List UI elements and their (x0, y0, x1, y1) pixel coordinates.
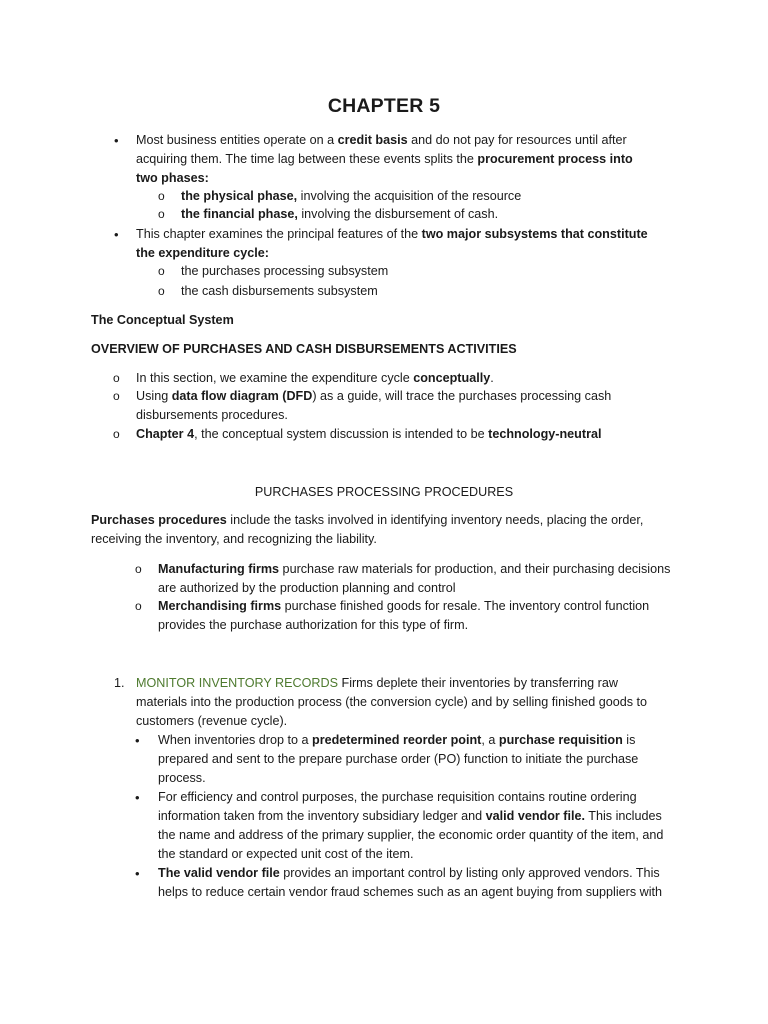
bold-run: The valid vendor file (158, 866, 280, 880)
intro-sub-4: the cash disbursements subsystem (181, 284, 378, 298)
bold-run: Purchases procedures (91, 513, 227, 527)
bold-run: conceptually (413, 371, 491, 385)
circle-bullet-glyph: o (158, 189, 165, 203)
step-1-bullet-2 (158, 788, 678, 864)
step-number: 1. (114, 676, 125, 690)
bold-run: two major subsystems that constitute the expenditure cycle: (136, 227, 648, 260)
bold-run: predetermined reorder point (312, 733, 482, 747)
bold-run: purchase requisition (498, 733, 623, 747)
step-1-bullet-3 (158, 864, 668, 902)
bullet-glyph: • (135, 733, 140, 748)
text-run: In this section, we examine the expenditure cycle (136, 371, 414, 385)
text-run: When inventories drop to a (158, 733, 313, 747)
intro-bullet-1 (136, 131, 656, 188)
bullet-glyph: • (135, 790, 140, 805)
text-run: ) as a guide, will trace the purchases processing cash disbursements procedures. (136, 389, 612, 422)
text-run: This chapter examines the principal features of the (136, 227, 422, 241)
heading-purchases-processing: PURCHASES PROCESSING PROCEDURES (254, 485, 514, 499)
bold-run: the physical phase, (181, 189, 298, 203)
bullet-glyph: • (135, 866, 140, 881)
bold-run: technology-neutral (488, 427, 602, 441)
circle-bullet-glyph: o (135, 562, 142, 576)
overview-item-2 (136, 387, 616, 425)
bullet-glyph: • (114, 133, 119, 148)
intro-bullet-2 (136, 225, 664, 263)
step-1-monitor-inventory (136, 674, 664, 731)
bold-run: Chapter 4 (136, 427, 195, 441)
bold-run: Manufacturing firms (158, 562, 280, 576)
circle-bullet-glyph: o (158, 284, 165, 298)
step-1-heading: MONITOR INVENTORY RECORDS (136, 676, 338, 690)
circle-bullet-glyph: o (158, 207, 165, 221)
heading-conceptual-system: The Conceptual System (91, 313, 234, 327)
text-run: , the conceptual system discussion is intended to be (194, 427, 489, 441)
chapter-title: CHAPTER 5 (327, 95, 441, 117)
text-run: Most business entities operate on a (136, 133, 338, 147)
circle-bullet-glyph: o (113, 427, 120, 441)
heading-overview: OVERVIEW OF PURCHASES AND CASH DISBURSEMENTS ACTIVITIES (91, 342, 517, 356)
circle-bullet-glyph: o (113, 389, 120, 403)
text-run: Using (136, 389, 172, 403)
text-run: Firms deplete their inventories by transferring raw materials into the production process (the conversion cycle) and by selling finished goods to customers (revenue cycle). (136, 676, 648, 728)
text-run: is prepared and sent to the prepare purchase order (PO) function to initiate the purchase process. (158, 733, 639, 785)
overview-item-1 (136, 369, 636, 388)
text-run: purchase raw materials for production, and their purchasing decisions are authorized by the production planning and control (158, 562, 671, 595)
bullet-glyph: • (114, 227, 119, 242)
intro-sub-3: the purchases processing subsystem (181, 264, 389, 278)
text-run: For efficiency and control purposes, the purchase requisition contains routine ordering information taken from the inventory subsidiary ledger and (158, 790, 637, 823)
text-run: include the tasks involved in identifying inventory needs, placing the order, receiving the inventory, and recognizing the liability. (91, 513, 644, 546)
intro-sub-2 (181, 205, 661, 224)
bold-run: valid vendor file. (485, 809, 586, 823)
text-run: provides an important control by listing only approved vendors. This helps to reduce certain vendor fraud schemes such as an agent buying from suppliers with (158, 866, 663, 899)
purchases-procedures-paragraph (91, 511, 651, 549)
intro-sub-1 (181, 187, 661, 206)
circle-bullet-glyph: o (113, 371, 120, 385)
text-run: , a (481, 733, 499, 747)
text-run: and do not pay for resources until after acquiring them. The time lag between these events splits the (136, 133, 627, 166)
bold-run: the financial phase, (181, 207, 298, 221)
circle-bullet-glyph: o (158, 264, 165, 278)
bold-run: Merchandising firms (158, 599, 282, 613)
bold-run: procurement process into two phases: (136, 152, 633, 185)
ppp-item-manufacturing (158, 560, 674, 598)
text-run: This includes the name and address of the primary supplier, the economic order quantity of the item, and the standard or expected unit cost of the item. (158, 809, 664, 861)
text-run: involving the acquisition of the resource (297, 189, 522, 203)
bold-run: data flow diagram (DFD (171, 389, 313, 403)
text-run: purchase finished goods for resale. The inventory control function provides the purchase authorization for this type of firm. (158, 599, 650, 632)
circle-bullet-glyph: o (135, 599, 142, 613)
text-run: involving the disbursement of cash. (297, 207, 499, 221)
bold-run: credit basis (337, 133, 408, 147)
overview-item-3 (136, 425, 676, 444)
ppp-item-merchandising (158, 597, 658, 635)
step-1-bullet-1 (158, 731, 652, 788)
text-run: . (490, 371, 494, 385)
